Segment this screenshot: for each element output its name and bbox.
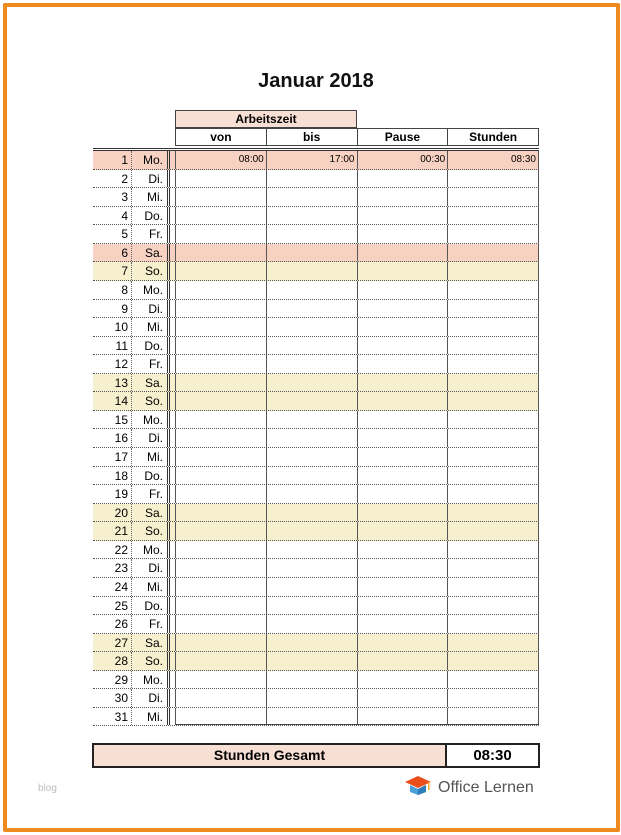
cell-pause[interactable]	[357, 355, 448, 373]
day-number: 9	[121, 301, 128, 316]
day-number: 17	[114, 450, 128, 464]
cell-von[interactable]	[175, 448, 266, 466]
weekday: Di.	[131, 689, 170, 707]
table-row	[93, 689, 539, 708]
weekday: Di.	[131, 559, 170, 577]
cell-bis[interactable]	[266, 300, 357, 318]
cell-pause[interactable]	[357, 300, 448, 318]
weekday: So.	[131, 392, 170, 410]
weekday: Do.	[131, 337, 170, 355]
cell-stunden[interactable]	[447, 225, 539, 243]
day-number: 25	[114, 598, 128, 613]
cell-stunden[interactable]	[447, 541, 539, 559]
cell-pause[interactable]	[357, 634, 448, 652]
weekday: Mi.	[131, 448, 170, 466]
cell-bis[interactable]	[266, 337, 357, 355]
cell-von[interactable]	[175, 207, 266, 225]
cell-bis[interactable]	[266, 541, 357, 559]
weekday: Fr.	[131, 485, 170, 503]
table-row	[93, 374, 539, 393]
cell-stunden[interactable]	[447, 337, 539, 355]
cell-bis[interactable]: 17:00	[266, 151, 357, 169]
cell-pause[interactable]	[357, 671, 448, 689]
cell-stunden[interactable]	[447, 170, 539, 188]
total-value[interactable]: 08:30	[447, 745, 538, 766]
cell-stunden[interactable]: 08:30	[447, 151, 539, 169]
cell-von[interactable]	[175, 559, 266, 577]
weekday: Fr.	[131, 355, 170, 373]
cell-von[interactable]	[175, 522, 266, 540]
cell-bis[interactable]	[266, 281, 357, 299]
cell-von[interactable]	[175, 374, 266, 392]
table-row	[93, 597, 539, 616]
weekday: Fr.	[131, 615, 170, 633]
day-number: 24	[114, 579, 128, 594]
table-row	[93, 281, 539, 300]
cell-von[interactable]	[175, 578, 266, 596]
cell-stunden[interactable]	[447, 689, 539, 707]
table-row	[93, 337, 539, 356]
cell-bis[interactable]	[266, 597, 357, 615]
table-row	[93, 652, 539, 671]
day-number: 28	[114, 654, 128, 669]
arbeitszeit-header: Arbeitszeit	[175, 110, 357, 128]
table-row	[93, 225, 539, 244]
cell-pause[interactable]	[357, 188, 448, 206]
cell-bis[interactable]	[266, 188, 357, 206]
cell-pause[interactable]	[357, 559, 448, 577]
cell-pause[interactable]	[357, 374, 448, 392]
cell-pause[interactable]	[357, 597, 448, 615]
cell-bis[interactable]	[266, 374, 357, 392]
cell-pause[interactable]	[357, 522, 448, 540]
weekday: So.	[131, 262, 170, 280]
watermark: blog	[38, 783, 57, 794]
cell-bis[interactable]	[266, 355, 357, 373]
cell-bis[interactable]	[266, 318, 357, 336]
cell-pause[interactable]	[357, 318, 448, 336]
cell-stunden[interactable]	[447, 374, 539, 392]
day-number: 20	[114, 505, 128, 520]
table-row	[93, 615, 539, 634]
cell-stunden[interactable]	[447, 522, 539, 540]
day-number: 3	[121, 190, 128, 205]
cell-von[interactable]	[175, 652, 266, 670]
weekday: Sa.	[131, 504, 170, 522]
weekday: Do.	[131, 467, 170, 485]
column-header-stunden: Stunden	[469, 130, 518, 144]
cell-stunden[interactable]	[447, 429, 539, 447]
cell-stunden[interactable]	[447, 671, 539, 689]
weekday: Mo.	[131, 411, 170, 429]
cell-pause[interactable]	[357, 485, 448, 503]
day-number: 29	[114, 672, 128, 687]
weekday: Mi.	[131, 578, 170, 596]
cell-von[interactable]	[175, 225, 266, 243]
weekday: Fr.	[131, 225, 170, 243]
cell-bis[interactable]	[266, 467, 357, 485]
cell-von[interactable]	[175, 634, 266, 652]
day-number: 10	[114, 320, 128, 335]
cell-bis[interactable]	[266, 652, 357, 670]
cell-stunden[interactable]	[447, 262, 539, 280]
cell-stunden[interactable]	[447, 448, 539, 466]
day-number: 1	[121, 153, 128, 167]
cell-bis[interactable]	[266, 225, 357, 243]
day-number: 18	[114, 468, 128, 483]
cell-stunden[interactable]	[447, 318, 539, 336]
cell-pause[interactable]	[357, 467, 448, 485]
table-row	[93, 467, 539, 486]
weekday: Mo.	[131, 541, 170, 559]
cell-von[interactable]	[175, 541, 266, 559]
brand-name: Office Lernen	[438, 778, 534, 796]
cell-bis[interactable]	[266, 170, 357, 188]
table-row	[93, 634, 539, 653]
table-row	[93, 429, 539, 448]
cell-pause[interactable]	[357, 615, 448, 633]
table-row	[93, 485, 539, 504]
brand-logo	[404, 774, 534, 801]
cell-von[interactable]	[175, 170, 266, 188]
cell-bis[interactable]	[266, 262, 357, 280]
cell-pause[interactable]	[357, 337, 448, 355]
cell-stunden[interactable]	[447, 244, 539, 262]
cell-stunden[interactable]	[447, 615, 539, 633]
cell-bis[interactable]	[266, 689, 357, 707]
cell-pause[interactable]	[357, 281, 448, 299]
cell-von[interactable]: 08:00	[175, 151, 266, 169]
cell-von[interactable]	[175, 615, 266, 633]
cell-stunden[interactable]	[447, 355, 539, 373]
page-title: Januar 2018	[258, 70, 374, 92]
cell-stunden[interactable]	[447, 300, 539, 318]
cell-stunden[interactable]	[447, 207, 539, 225]
weekday: So.	[131, 522, 170, 540]
day-number: 19	[114, 487, 128, 502]
cell-stunden[interactable]	[447, 467, 539, 485]
weekday: So.	[131, 652, 170, 670]
table-row	[93, 671, 539, 690]
cell-pause[interactable]	[357, 504, 448, 522]
cell-von[interactable]	[175, 708, 266, 726]
day-number: 14	[114, 394, 128, 409]
cell-bis[interactable]	[266, 578, 357, 596]
weekday: Mi.	[131, 318, 170, 336]
cell-stunden[interactable]	[447, 578, 539, 596]
weekday: Do.	[131, 597, 170, 615]
cell-pause[interactable]	[357, 392, 448, 410]
cell-von[interactable]	[175, 485, 266, 503]
cell-von[interactable]	[175, 188, 266, 206]
weekday: Di.	[131, 429, 170, 447]
cell-stunden[interactable]	[447, 188, 539, 206]
cell-bis[interactable]	[266, 671, 357, 689]
cell-bis[interactable]	[266, 207, 357, 225]
cell-bis[interactable]	[266, 392, 357, 410]
cell-bis[interactable]	[266, 559, 357, 577]
cell-bis[interactable]	[266, 504, 357, 522]
cell-pause[interactable]	[357, 429, 448, 447]
table-row	[93, 318, 539, 337]
cell-bis[interactable]	[266, 429, 357, 447]
cell-pause[interactable]	[357, 578, 448, 596]
day-number: 16	[114, 431, 128, 446]
cell-stunden[interactable]	[447, 411, 539, 429]
cell-von[interactable]	[175, 318, 266, 336]
day-number: 7	[121, 264, 128, 279]
day-number: 26	[114, 617, 128, 632]
table-row	[93, 541, 539, 560]
cell-bis[interactable]	[266, 522, 357, 540]
day-number: 6	[121, 245, 128, 260]
cell-stunden[interactable]	[447, 281, 539, 299]
table-row	[93, 300, 539, 319]
cell-stunden[interactable]	[447, 559, 539, 577]
cell-von[interactable]	[175, 244, 266, 262]
cell-pause[interactable]	[357, 170, 448, 188]
cell-pause[interactable]	[357, 262, 448, 280]
cell-pause[interactable]	[357, 225, 448, 243]
table-row	[93, 522, 539, 541]
table-row	[93, 559, 539, 578]
column-header-bis: bis	[267, 129, 358, 145]
column-header-pause: Pause	[358, 129, 449, 145]
cell-von[interactable]	[175, 355, 266, 373]
cell-von[interactable]	[175, 281, 266, 299]
total-label: Stunden Gesamt	[94, 745, 447, 766]
cell-stunden[interactable]	[447, 392, 539, 410]
table-row	[93, 448, 539, 467]
cell-von[interactable]	[175, 300, 266, 318]
cell-von[interactable]	[175, 671, 266, 689]
day-number: 27	[114, 635, 128, 650]
cell-bis[interactable]	[266, 615, 357, 633]
cell-pause[interactable]	[357, 411, 448, 429]
day-number: 13	[114, 375, 128, 390]
cell-von[interactable]	[175, 411, 266, 429]
cell-von[interactable]	[175, 392, 266, 410]
cell-pause[interactable]	[357, 207, 448, 225]
day-number: 12	[114, 357, 128, 372]
cell-von[interactable]	[175, 429, 266, 447]
cell-pause[interactable]: 00:30	[357, 151, 448, 169]
cell-stunden[interactable]	[447, 634, 539, 652]
table-row	[93, 188, 539, 207]
cell-bis[interactable]	[266, 634, 357, 652]
cell-bis[interactable]	[266, 448, 357, 466]
cell-stunden[interactable]	[447, 485, 539, 503]
cell-pause[interactable]	[357, 244, 448, 262]
cell-von[interactable]	[175, 597, 266, 615]
day-number: 22	[114, 542, 128, 557]
day-number: 2	[121, 171, 128, 186]
weekday: Sa.	[131, 374, 170, 392]
cell-pause[interactable]	[357, 448, 448, 466]
cell-von[interactable]	[175, 689, 266, 707]
cell-von[interactable]	[175, 504, 266, 522]
day-number: 8	[121, 282, 128, 297]
table-row	[93, 411, 539, 430]
weekday: Mo.	[131, 671, 170, 689]
cell-pause[interactable]	[357, 541, 448, 559]
column-headers	[175, 128, 539, 146]
table-row	[93, 244, 539, 263]
cell-von[interactable]	[175, 337, 266, 355]
cell-von[interactable]	[175, 262, 266, 280]
table-row	[93, 151, 539, 170]
cell-stunden[interactable]	[447, 652, 539, 670]
cell-stunden[interactable]	[447, 708, 539, 726]
day-number: 15	[114, 412, 128, 427]
weekday: Sa.	[131, 244, 170, 262]
weekday: Mi.	[131, 188, 170, 206]
cell-von[interactable]	[175, 467, 266, 485]
day-number: 4	[121, 208, 128, 223]
cell-bis[interactable]	[266, 708, 357, 726]
cell-stunden[interactable]	[447, 504, 539, 522]
day-number: 31	[114, 709, 128, 724]
weekday: Di.	[131, 170, 170, 188]
cell-pause[interactable]	[357, 689, 448, 707]
total-row	[92, 743, 540, 768]
cell-bis[interactable]	[266, 411, 357, 429]
column-header-von: von	[176, 129, 267, 145]
table-row	[93, 207, 539, 226]
cell-pause[interactable]	[357, 708, 448, 726]
day-number: 5	[121, 227, 128, 242]
weekday: Sa.	[131, 634, 170, 652]
table-row	[93, 578, 539, 597]
table-row	[93, 355, 539, 374]
cell-bis[interactable]	[266, 485, 357, 503]
table-row	[93, 504, 539, 523]
table-row	[93, 392, 539, 411]
table-bottom-border	[175, 724, 539, 725]
cell-pause[interactable]	[357, 652, 448, 670]
day-number: 11	[115, 338, 128, 353]
graduation-cap-icon	[404, 774, 432, 801]
weekday: Do.	[131, 207, 170, 225]
weekday: Di.	[131, 300, 170, 318]
table-row	[93, 262, 539, 281]
day-number: 23	[114, 561, 128, 576]
cell-bis[interactable]	[266, 244, 357, 262]
day-number: 30	[114, 691, 128, 706]
weekday: Mo.	[131, 151, 170, 169]
table-row	[93, 170, 539, 189]
day-number: 21	[114, 524, 128, 539]
timesheet-table	[93, 148, 539, 726]
weekday: Mi.	[131, 708, 170, 726]
cell-stunden[interactable]	[447, 597, 539, 615]
weekday: Mo.	[131, 281, 170, 299]
